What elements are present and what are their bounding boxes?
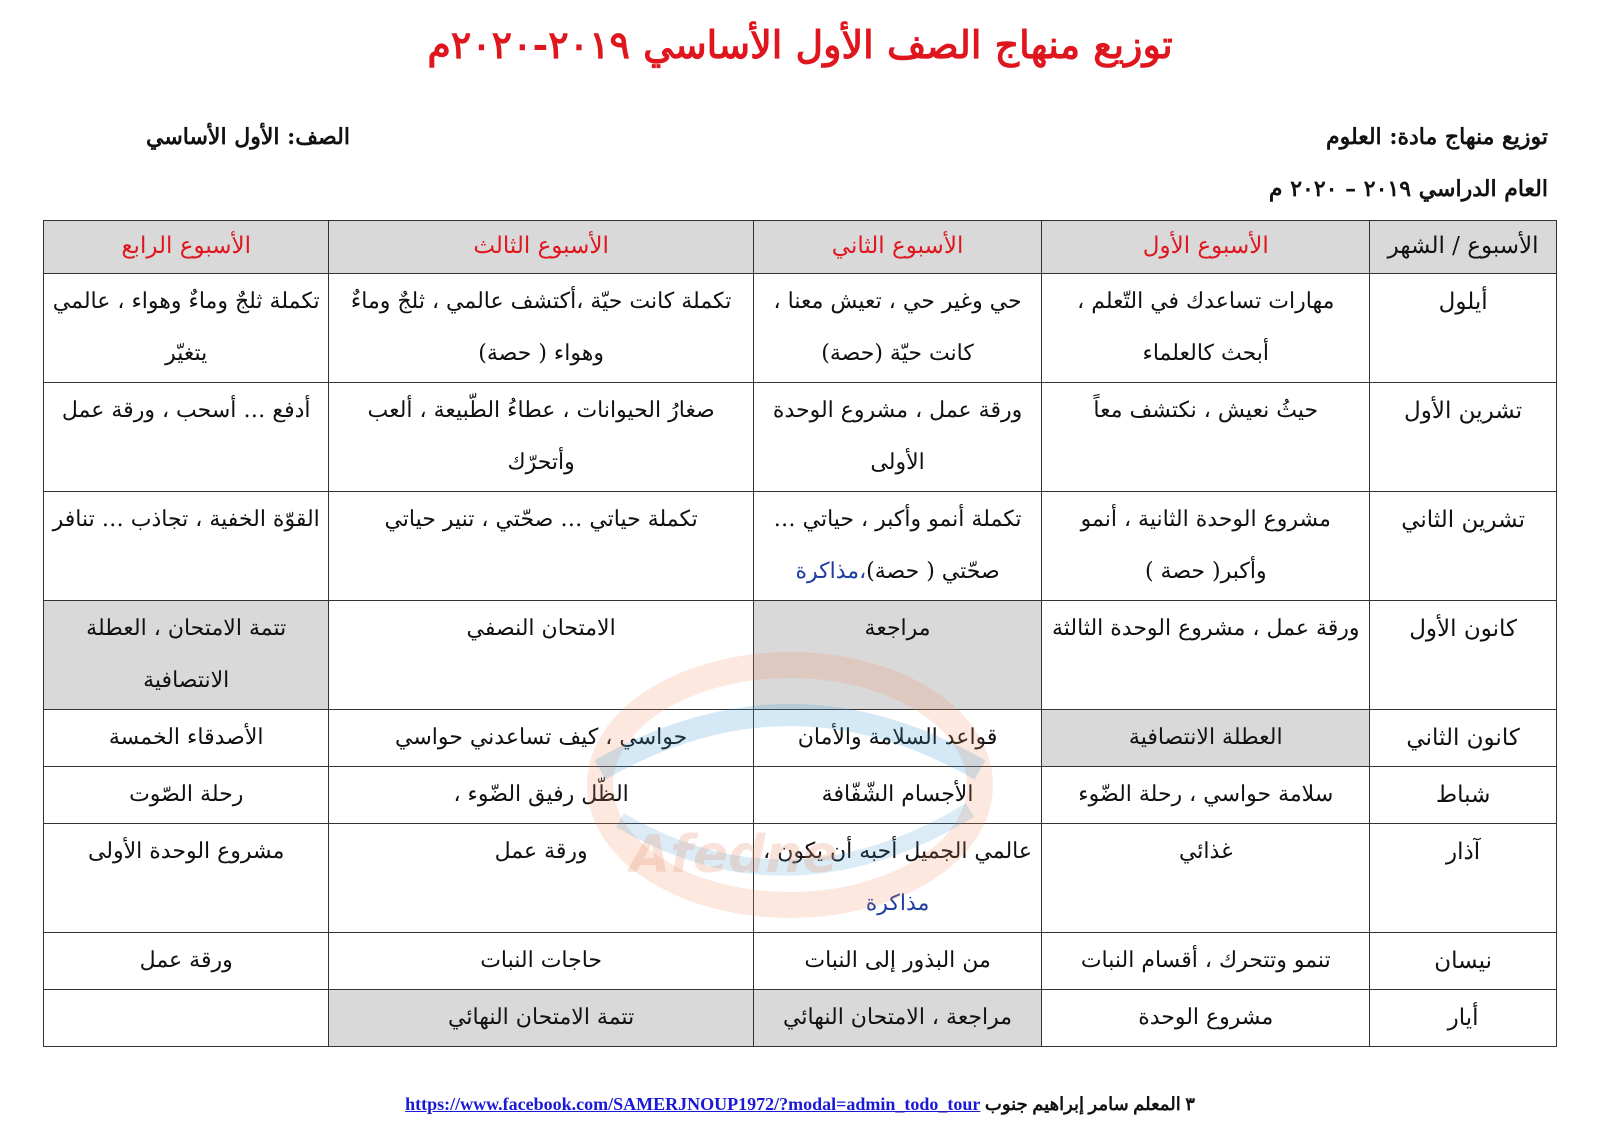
week2-cell — [753, 767, 1041, 824]
week4-cell: تتمة الامتحان ، العطلة الانتصافية — [44, 601, 329, 710]
week2-cell — [753, 383, 1041, 492]
page-title: توزيع منهاج الصف الأول الأساسي ٢٠١٩-٢٠٢٠م — [427, 22, 1173, 67]
week4-cell: تكملة ثلجٌ وماءٌ وهواء ، عالمي يتغيّر — [44, 274, 329, 383]
header-week-2: الأسبوع الثاني — [753, 221, 1041, 274]
week4-cell: مشروع الوحدة الأولى — [44, 824, 329, 933]
week2-text: قواعد السلامة والأمان — [797, 725, 998, 750]
week3-cell: ورقة عمل — [329, 824, 753, 933]
week2-text: من البذور إلى النبات — [804, 948, 991, 973]
week3-cell: تكملة كانت حيّة ،أكتشف عالمي ، ثلجٌ وماءٌ وهواء ( حصة) — [329, 274, 753, 383]
week2-cell — [753, 274, 1041, 383]
week1-cell: غذائي — [1042, 824, 1370, 933]
curriculum-table — [43, 220, 1557, 1047]
week3-cell: تكملة حياتي … صحّتي ، تنير حياتي — [329, 492, 753, 601]
footer-link[interactable]: https://www.facebook.com/SAMERJNOUP1972/?modal=admin_todo_tour — [405, 1094, 981, 1114]
week1-cell: ورقة عمل ، مشروع الوحدة الثالثة — [1042, 601, 1370, 710]
table-row — [44, 274, 1557, 383]
week2-text: ورقة عمل ، مشروع الوحدة الأولى — [772, 398, 1023, 475]
week2-cell — [753, 824, 1041, 933]
header-week-4: الأسبوع الرابع — [44, 221, 329, 274]
table-row — [44, 824, 1557, 933]
week2-text: مراجعة ، الامتحان النهائي — [783, 1005, 1013, 1030]
month-cell: شباط — [1370, 767, 1557, 824]
week3-cell: تتمة الامتحان النهائي — [329, 990, 753, 1047]
week1-cell: مشروع الوحدة — [1042, 990, 1370, 1047]
watermark-text: Afedne — [630, 825, 838, 885]
week2-text: تكملة أنمو وأكبر ، حياتي …صحّتي ( حصة) — [773, 507, 1022, 584]
table-row — [44, 767, 1557, 824]
month-cell: تشرين الأول — [1370, 383, 1557, 492]
week1-cell: العطلة الانتصافية — [1042, 710, 1370, 767]
month-cell: أيار — [1370, 990, 1557, 1047]
week3-cell: حاجات النبات — [329, 933, 753, 990]
table-header-row — [44, 221, 1557, 274]
week1-cell: تنمو وتتحرك ، أقسام النبات — [1042, 933, 1370, 990]
week1-cell: حيثُ نعيش ، نكتشف معاً — [1042, 383, 1370, 492]
month-cell: كانون الأول — [1370, 601, 1557, 710]
month-cell: آذار — [1370, 824, 1557, 933]
footer-author: ٣ المعلم سامر إبراهيم جنوب — [984, 1094, 1195, 1114]
month-cell: أيلول — [1370, 274, 1557, 383]
week2-text: حي وغير حي ، تعيش معنا ، كانت حيّة (حصة) — [773, 289, 1022, 366]
month-cell: تشرين الثاني — [1370, 492, 1557, 601]
week2-text: الأجسام الشّفّافة — [821, 782, 974, 807]
header-week-month: الأسبوع / الشهر — [1370, 221, 1557, 274]
table-row — [44, 492, 1557, 601]
week2-note: ،مذاكرة — [795, 559, 867, 584]
week2-cell — [753, 710, 1041, 767]
table-row — [44, 383, 1557, 492]
week4-cell — [44, 990, 329, 1047]
table-row — [44, 933, 1557, 990]
week2-cell — [753, 492, 1041, 601]
week2-text: مراجعة — [864, 616, 931, 641]
week2-note: مذاكرة — [865, 891, 930, 916]
subject-label: توزيع منهاج مادة: العلوم — [1325, 124, 1548, 150]
week3-cell: الظّل رفيق الضّوء ، — [329, 767, 753, 824]
grade-label: الصف: الأول الأساسي — [146, 124, 350, 150]
table-row — [44, 710, 1557, 767]
week1-cell: سلامة حواسي ، رحلة الضّوء — [1042, 767, 1370, 824]
month-cell: كانون الثاني — [1370, 710, 1557, 767]
week3-cell: حواسي ، كيف تساعدني حواسي — [329, 710, 753, 767]
week3-cell: صغارُ الحيوانات ، عطاءُ الطّبيعة ، ألعب وأتحرّك — [329, 383, 753, 492]
week2-text: عالمي الجميل أحبه أن يكون ، — [763, 839, 1033, 864]
header-week-3: الأسبوع الثالث — [329, 221, 753, 274]
week4-cell: رحلة الصّوت — [44, 767, 329, 824]
week2-cell — [753, 990, 1041, 1047]
week1-cell: مشروع الوحدة الثانية ، أنمو وأكبر( حصة ) — [1042, 492, 1370, 601]
week3-cell: الامتحان النصفي — [329, 601, 753, 710]
table-row — [44, 601, 1557, 710]
school-year-label: العام الدراسي ٢٠١٩ – ٢٠٢٠ م — [1268, 176, 1548, 202]
table-row — [44, 990, 1557, 1047]
week2-cell — [753, 601, 1041, 710]
header-week-1: الأسبوع الأول — [1042, 221, 1370, 274]
footer — [0, 1094, 1600, 1115]
month-cell: نيسان — [1370, 933, 1557, 990]
week4-cell: أدفع … أسحب ، ورقة عمل — [44, 383, 329, 492]
week2-cell — [753, 933, 1041, 990]
week1-cell: مهارات تساعدك في التّعلم ، أبحث كالعلماء — [1042, 274, 1370, 383]
week4-cell: الأصدقاء الخمسة — [44, 710, 329, 767]
week4-cell: القوّة الخفية ، تجاذب … تنافر — [44, 492, 329, 601]
week4-cell: ورقة عمل — [44, 933, 329, 990]
